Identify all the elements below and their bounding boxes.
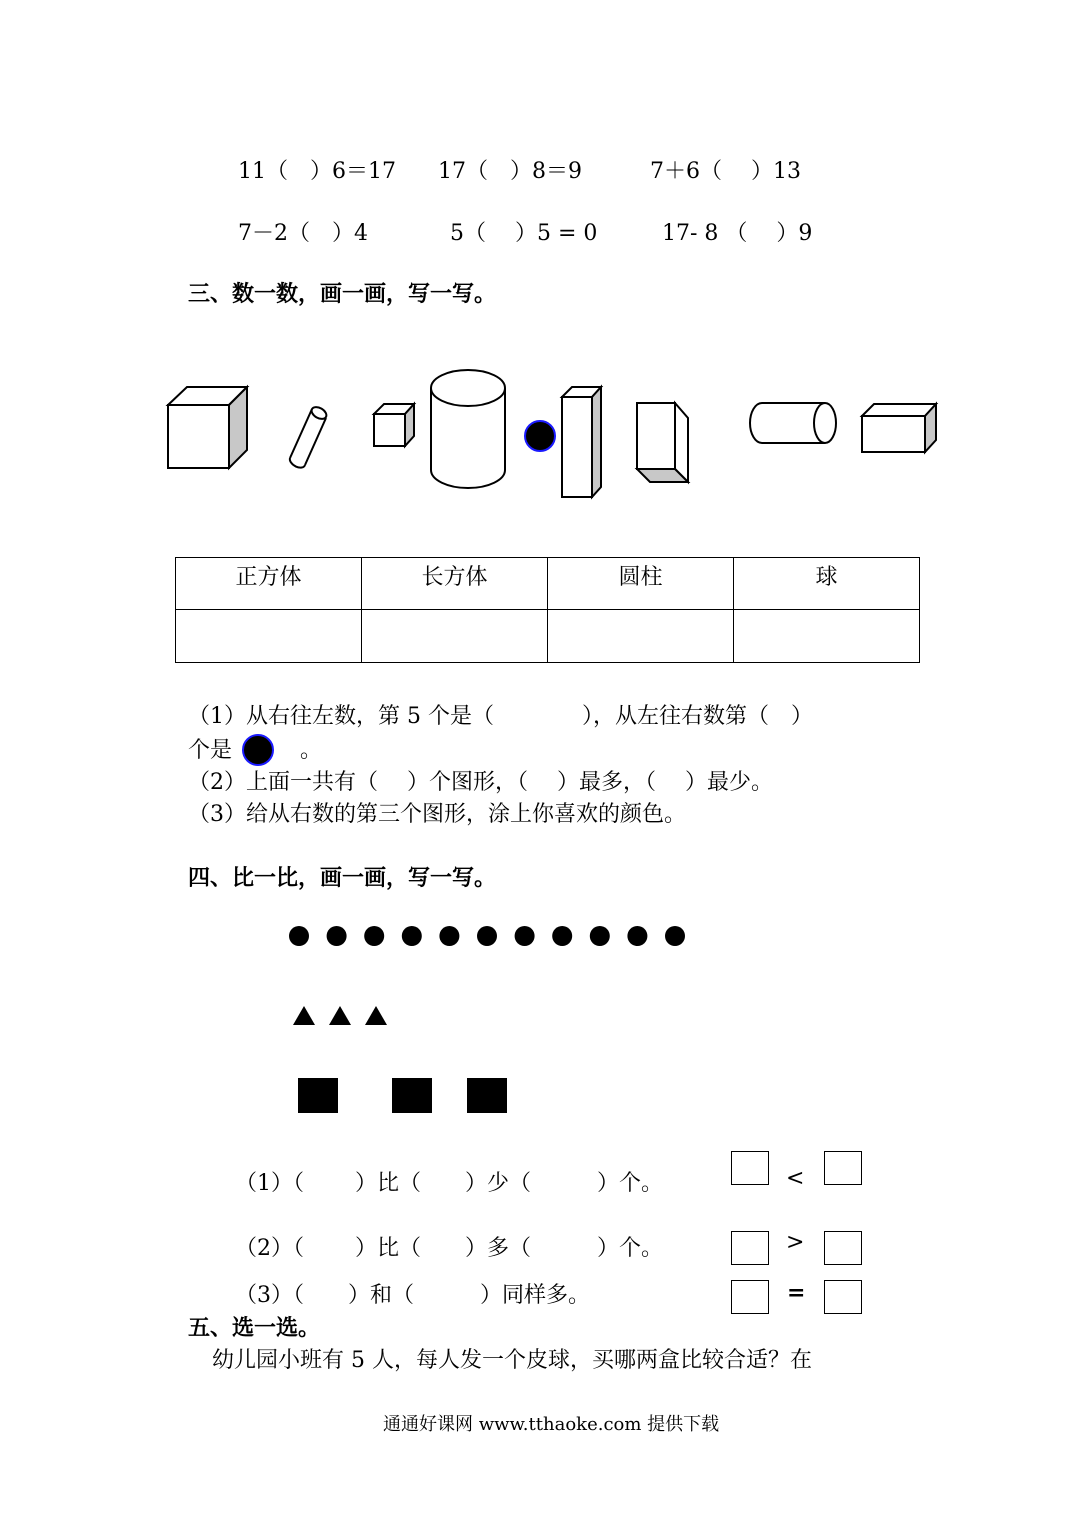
answer-box-4-3-right[interactable] (824, 1280, 862, 1314)
question-3-1a: （1）从右往左数，第 5 个是（ ），从左往右数第（ ） (188, 704, 813, 729)
answer-box-4-2-right[interactable] (824, 1231, 862, 1265)
equation-3: 7＋6（ ）13 (650, 159, 801, 184)
page-footer: 通通好课网 www.tthaoke.com 提供下载 (383, 1414, 720, 1435)
answer-box-4-1-right[interactable] (824, 1151, 862, 1185)
question-3-3: （3）给从右数的第三个图形，涂上你喜欢的颜色。 (188, 802, 686, 827)
section4-heading: 四、比一比，画一画，写一写。 (188, 865, 497, 891)
section3-heading: 三、数一数，画一画，写一写。 (188, 281, 497, 307)
circle-mark (439, 926, 459, 946)
square-mark (392, 1078, 432, 1113)
circle-mark (665, 926, 685, 946)
triangle-mark (293, 1006, 315, 1025)
circle-mark (515, 926, 535, 946)
question-4-1: （1）（ ）比（ ）少（ ）个。 (235, 1171, 663, 1196)
question-3-1b: 个是 (188, 738, 233, 763)
circle-mark (402, 926, 422, 946)
circle-mark (627, 926, 647, 946)
circle-mark (289, 926, 309, 946)
table-header-cube: 正方体 (176, 558, 362, 610)
circle-mark (327, 926, 347, 946)
section5-heading: 五、选一选。 (188, 1315, 321, 1341)
answer-box-4-2-left[interactable] (731, 1231, 769, 1265)
question-4-2: （2）（ ）比（ ）多（ ）个。 (235, 1236, 663, 1261)
equals-symbol: = (787, 1280, 806, 1306)
greater-than-symbol: > (786, 1230, 805, 1255)
equation-5: 5（ ）5 = 0 (450, 221, 598, 246)
equation-4: 7－2（ ）4 (238, 221, 368, 246)
triangle-mark (365, 1006, 387, 1025)
answer-box-4-3-left[interactable] (731, 1280, 769, 1314)
equation-6: 17- 8 （ ）9 (662, 221, 813, 246)
triangle-mark (329, 1006, 351, 1025)
question-3-1c: 。 (300, 738, 323, 763)
section5-text: 幼儿园小班有 5 人，每人发一个皮球，买哪两盒比较合适？在 (212, 1348, 812, 1373)
table-header-cuboid: 长方体 (362, 558, 548, 610)
equation-2: 17（ ）8＝9 (438, 159, 582, 184)
table-header-ball: 球 (734, 558, 920, 610)
question-3-2: （2）上面一共有（ ）个图形，（ ）最多，（ ）最少。 (188, 770, 773, 795)
circle-mark (477, 926, 497, 946)
answer-box-4-1-left[interactable] (731, 1151, 769, 1185)
square-mark (467, 1078, 507, 1113)
equation-1: 11（ ）6＝17 (238, 159, 396, 184)
question-4-3: （3）（ ）和（ ）同样多。 (235, 1283, 590, 1308)
circle-mark (364, 926, 384, 946)
less-than-symbol: < (786, 1166, 805, 1191)
circle-mark (552, 926, 572, 946)
square-mark (298, 1078, 338, 1113)
table-header-cylinder: 圆柱 (548, 558, 734, 610)
circle-mark (590, 926, 610, 946)
